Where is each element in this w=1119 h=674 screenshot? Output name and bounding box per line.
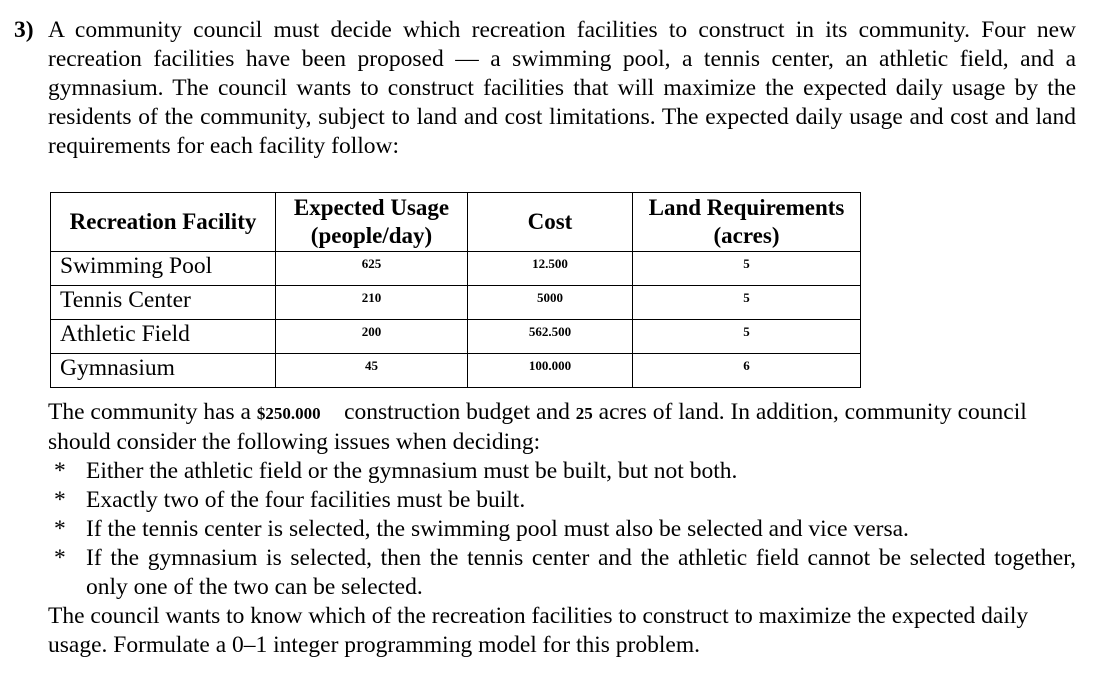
facility-name: Swimming Pool bbox=[51, 252, 276, 286]
budget-middle: construction budget and bbox=[344, 399, 570, 425]
issue-text: Exactly two of the four facilities must be built. bbox=[86, 487, 526, 513]
list-item bbox=[48, 544, 1076, 602]
bullet-star: * bbox=[54, 545, 66, 571]
header-facility: Recreation Facility bbox=[51, 193, 276, 252]
land-value: 6 bbox=[633, 354, 861, 388]
table-row bbox=[51, 252, 861, 286]
bullet-star: * bbox=[54, 516, 66, 542]
constraints-section bbox=[48, 398, 1076, 660]
issue-text: If the tennis center is selected, the swimming pool must also be selected and vice versa. bbox=[86, 516, 909, 542]
usage-value: 625 bbox=[276, 252, 468, 286]
table-row bbox=[51, 320, 861, 354]
land-value: 5 bbox=[633, 320, 861, 354]
problem-statement bbox=[14, 16, 1076, 161]
budget-amount: $250.000 bbox=[256, 404, 321, 423]
issue-text: If the gymnasium is selected, then the tennis center and the athletic field cannot be selected together, only one of the two can be selected. bbox=[86, 545, 1076, 600]
header-land: Land Requirements (acres) bbox=[633, 193, 861, 252]
list-item bbox=[48, 515, 1076, 544]
facility-name: Tennis Center bbox=[51, 286, 276, 320]
bullet-star: * bbox=[54, 487, 66, 513]
facility-name: Athletic Field bbox=[51, 320, 276, 354]
usage-value: 210 bbox=[276, 286, 468, 320]
budget-suffix: acres of land. In addition, community council should consider the following issues when deciding: bbox=[48, 399, 1027, 455]
table-row bbox=[51, 354, 861, 388]
problem-intro: A community council must decide which recreation facilities to construct in its community. Four new recreation facilities have been proposed — a swimming pool, a tennis center, an athletic field, and a gymnasium. The council wants to construct facilities that will maximize the expected daily usage by the residents of the community, subject to land and cost limitations. The expected daily usage and cost and land requirements for each facility follow: bbox=[48, 17, 1076, 159]
usage-value: 200 bbox=[276, 320, 468, 354]
usage-value: 45 bbox=[276, 354, 468, 388]
problem-number: 3) bbox=[14, 17, 34, 43]
budget-prefix: The community has a bbox=[48, 399, 251, 425]
table-row bbox=[51, 286, 861, 320]
land-acres: 25 bbox=[575, 404, 593, 423]
facility-name: Gymnasium bbox=[51, 354, 276, 388]
header-usage: Expected Usage (people/day) bbox=[276, 193, 468, 252]
issues-list bbox=[48, 457, 1076, 602]
list-item bbox=[48, 486, 1076, 515]
cost-value: 562.500 bbox=[468, 320, 633, 354]
conclusion-paragraph: The council wants to know which of the recreation facilities to construct to maximize the expected daily usage. Formulate a 0–1 integer programming model for this problem. bbox=[48, 603, 1029, 658]
cost-value: 5000 bbox=[468, 286, 633, 320]
table-header-row bbox=[51, 193, 861, 252]
issue-text: Either the athletic field or the gymnasium must be built, but not both. bbox=[86, 458, 738, 484]
land-value: 5 bbox=[633, 252, 861, 286]
land-value: 5 bbox=[633, 286, 861, 320]
header-cost: Cost bbox=[468, 193, 633, 252]
list-item bbox=[48, 457, 1076, 486]
cost-value: 12.500 bbox=[468, 252, 633, 286]
facilities-table bbox=[50, 192, 861, 388]
budget-paragraph bbox=[48, 398, 1076, 457]
cost-value: 100.000 bbox=[468, 354, 633, 388]
bullet-star: * bbox=[54, 458, 66, 484]
